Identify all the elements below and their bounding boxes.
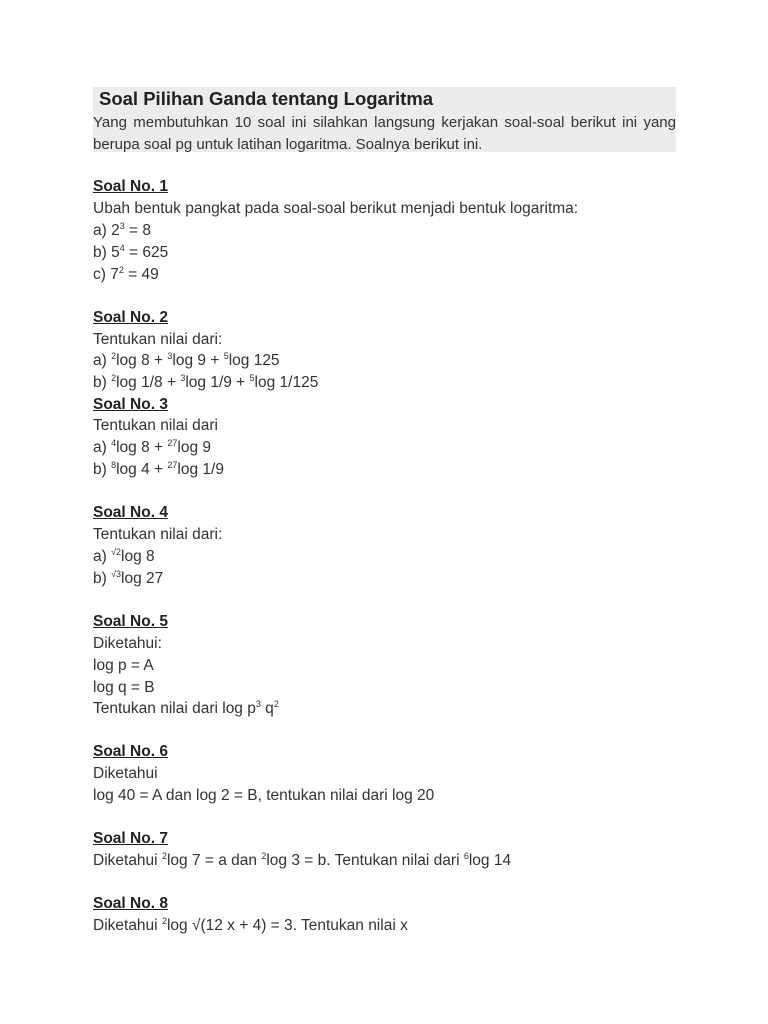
question-heading: Soal No. 5 xyxy=(93,613,168,630)
question-heading: Soal No. 1 xyxy=(93,178,168,195)
question-text: b) $^{√3}$log 27 xyxy=(93,569,164,587)
title-box xyxy=(93,87,676,152)
question-text: Diketahui xyxy=(93,765,158,782)
question-heading: Soal No. 2 xyxy=(93,309,168,326)
question-heading: Soal No. 6 xyxy=(93,743,168,760)
question-text: Tentukan nilai dari $\log p^3$ $q^2$ xyxy=(93,699,279,717)
intro-paragraph: Yang membutuhkan 10 soal ini silahkan langsung kerjakan soal-soal berikut ini yang berupa soal pg untuk latihan logaritma. Soalnya berikut ini. xyxy=(93,114,676,153)
question-text: Tentukan nilai dari xyxy=(93,417,218,434)
question-text: Ubah bentuk pangkat pada soal-soal berikut menjadi bentuk logaritma: xyxy=(93,200,579,217)
question-text: log p = A xyxy=(93,657,154,674)
question-text: log q = B xyxy=(93,679,155,696)
question-text: log 40 = A dan log 2 = B, tentukan nilai dari log 20 xyxy=(93,787,435,804)
question-text: a) $2^3 = 8$ xyxy=(93,221,152,239)
question-text: a) $^4$log 8 + $^{27}$log 9 xyxy=(93,438,212,456)
question-text: b) $^2$log 1/8 + $^3$log 1/9 + $^5$log 1/125 xyxy=(93,373,319,391)
question-text: b) $^8$log 4 + $^{27}$log 1/9 xyxy=(93,460,224,478)
question-text: Tentukan nilai dari: xyxy=(93,331,223,348)
question-text: b) $5^4 = 625$ xyxy=(93,243,169,261)
document-title: Soal Pilihan Ganda tentang Logaritma xyxy=(99,88,434,109)
question-heading: Soal No. 4 xyxy=(93,504,168,521)
question-text: Tentukan nilai dari: xyxy=(93,526,223,543)
question-heading: Soal No. 7 xyxy=(93,830,168,847)
question-text: a) $^2$log 8 + $^3$log 9 + $^5$log 125 xyxy=(93,351,280,369)
question-heading: Soal No. 3 xyxy=(93,396,168,413)
question-text: Diketahui: xyxy=(93,635,162,652)
question-heading: Soal No. 8 xyxy=(93,895,168,912)
question-text: Diketahui $^2$log √(12 x + 4) = 3. Tentukan nilai x xyxy=(93,916,408,934)
question-text: c) $7^2 = 49$ xyxy=(93,265,159,283)
question-text: Diketahui $^2$log 7 = a dan $^2$log 3 = b. Tentukan nilai dari $^6$log 14 xyxy=(93,851,512,869)
question-text: a) $^{√2}$log 8 xyxy=(93,547,155,565)
